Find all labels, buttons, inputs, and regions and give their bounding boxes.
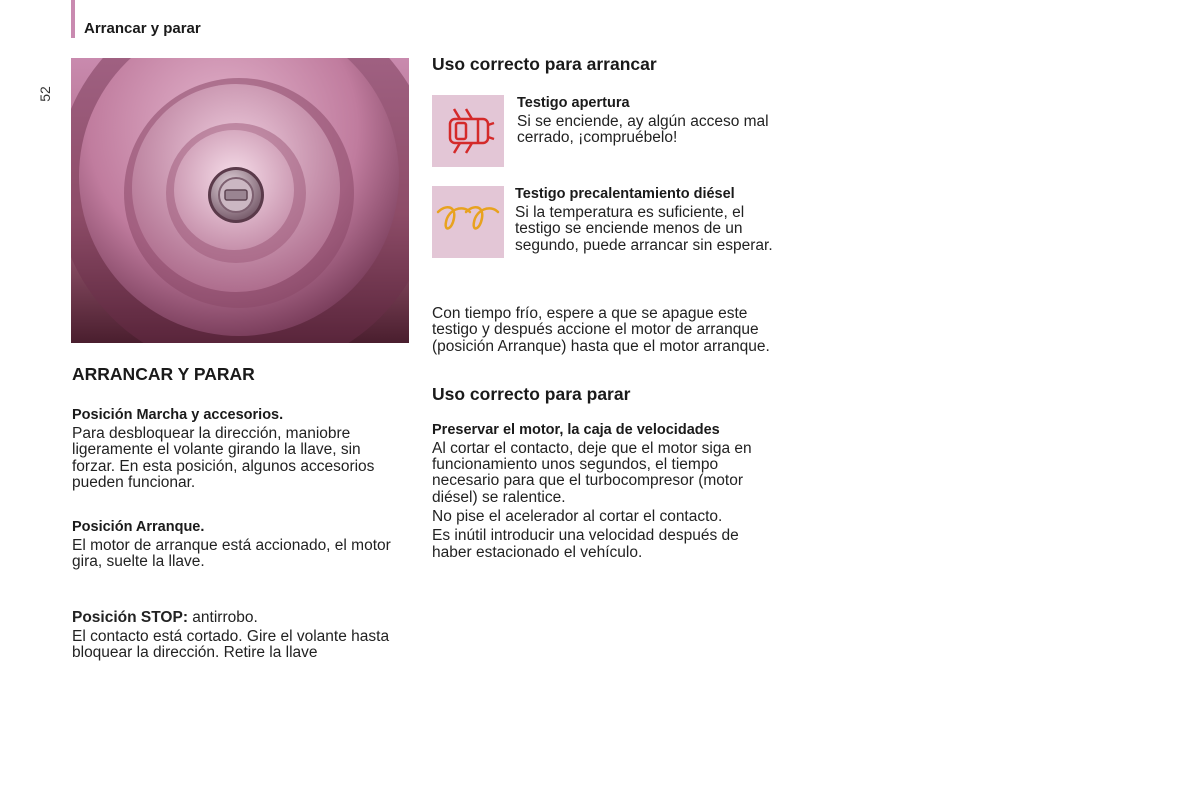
ignition-lock-illustration [71, 58, 409, 343]
warning-door-text [517, 95, 777, 147]
door-open-warning-icon [432, 95, 504, 167]
preservar-p2: No pise el acelerador al cortar el contacto. [432, 508, 723, 526]
warning-glow-text [515, 186, 775, 254]
arranque-text: El motor de arranque está accionado, el motor gira, suelte la llave. [72, 537, 391, 571]
warning-door-block [432, 95, 777, 167]
left-column [72, 364, 407, 662]
stop-heading: Posición STOP: [72, 608, 188, 626]
warning-glow-block [432, 186, 777, 258]
marcha-heading: Posición Marcha y accesorios. [72, 407, 284, 423]
arranque-heading: Posición Arranque. [72, 519, 205, 536]
section-title-arrancar-parar: ARRANCAR Y PARAR [72, 364, 255, 384]
section-title-uso-parar: Uso correcto para parar [432, 383, 631, 404]
page-number: 52 [37, 86, 53, 102]
right-column [432, 54, 777, 561]
page-header-title: Arrancar y parar [84, 20, 201, 37]
header-accent-bar [71, 0, 75, 38]
stop-heading-suffix: antirrobo. [188, 608, 258, 626]
ignition-lock-photo [71, 58, 409, 343]
preservar-p3: Es inútil introducir una velocidad después de haber estacionado el vehículo. [432, 527, 739, 561]
section-title-uso-arrancar: Uso correcto para arrancar [432, 54, 657, 74]
marcha-text: Para desbloquear la dirección, maniobre ligeramente el volante girando la llave, sin forzar. En esta posición, algunos accesorios pueden funcionar. [72, 425, 375, 491]
warning-door-desc: Si se enciende, ay algún acceso mal cerrado, ¡compruébelo! [517, 113, 769, 147]
warning-glow-title: Testigo precalentamiento diésel [515, 186, 735, 202]
glow-plug-icon [432, 186, 504, 258]
preservar-heading: Preservar el motor, la caja de velocidades [432, 421, 720, 438]
warning-glow-icon-box [432, 186, 504, 258]
preservar-p1: Al cortar el contacto, deje que el motor siga en funcionamiento unos segundos, el tiempo necesario para que el turbocompresor (motor diésel) se ralentice. [432, 439, 752, 506]
cold-weather-text: Con tiempo frío, espere a que se apague este testigo y después accione el motor de arranque (posición Arranque) hasta que el motor arranque. [432, 305, 770, 355]
warning-glow-desc: Si la temperatura es suficiente, el testigo se enciende menos de un segundo, puede arrancar sin esperar. [515, 204, 773, 254]
warning-door-icon-box [432, 95, 504, 167]
stop-text: El contacto está cortado. Gire el volante hasta bloquear la dirección. Retire la llave [72, 628, 390, 662]
stop-heading-line [72, 610, 407, 626]
warning-door-title: Testigo apertura [517, 95, 630, 111]
